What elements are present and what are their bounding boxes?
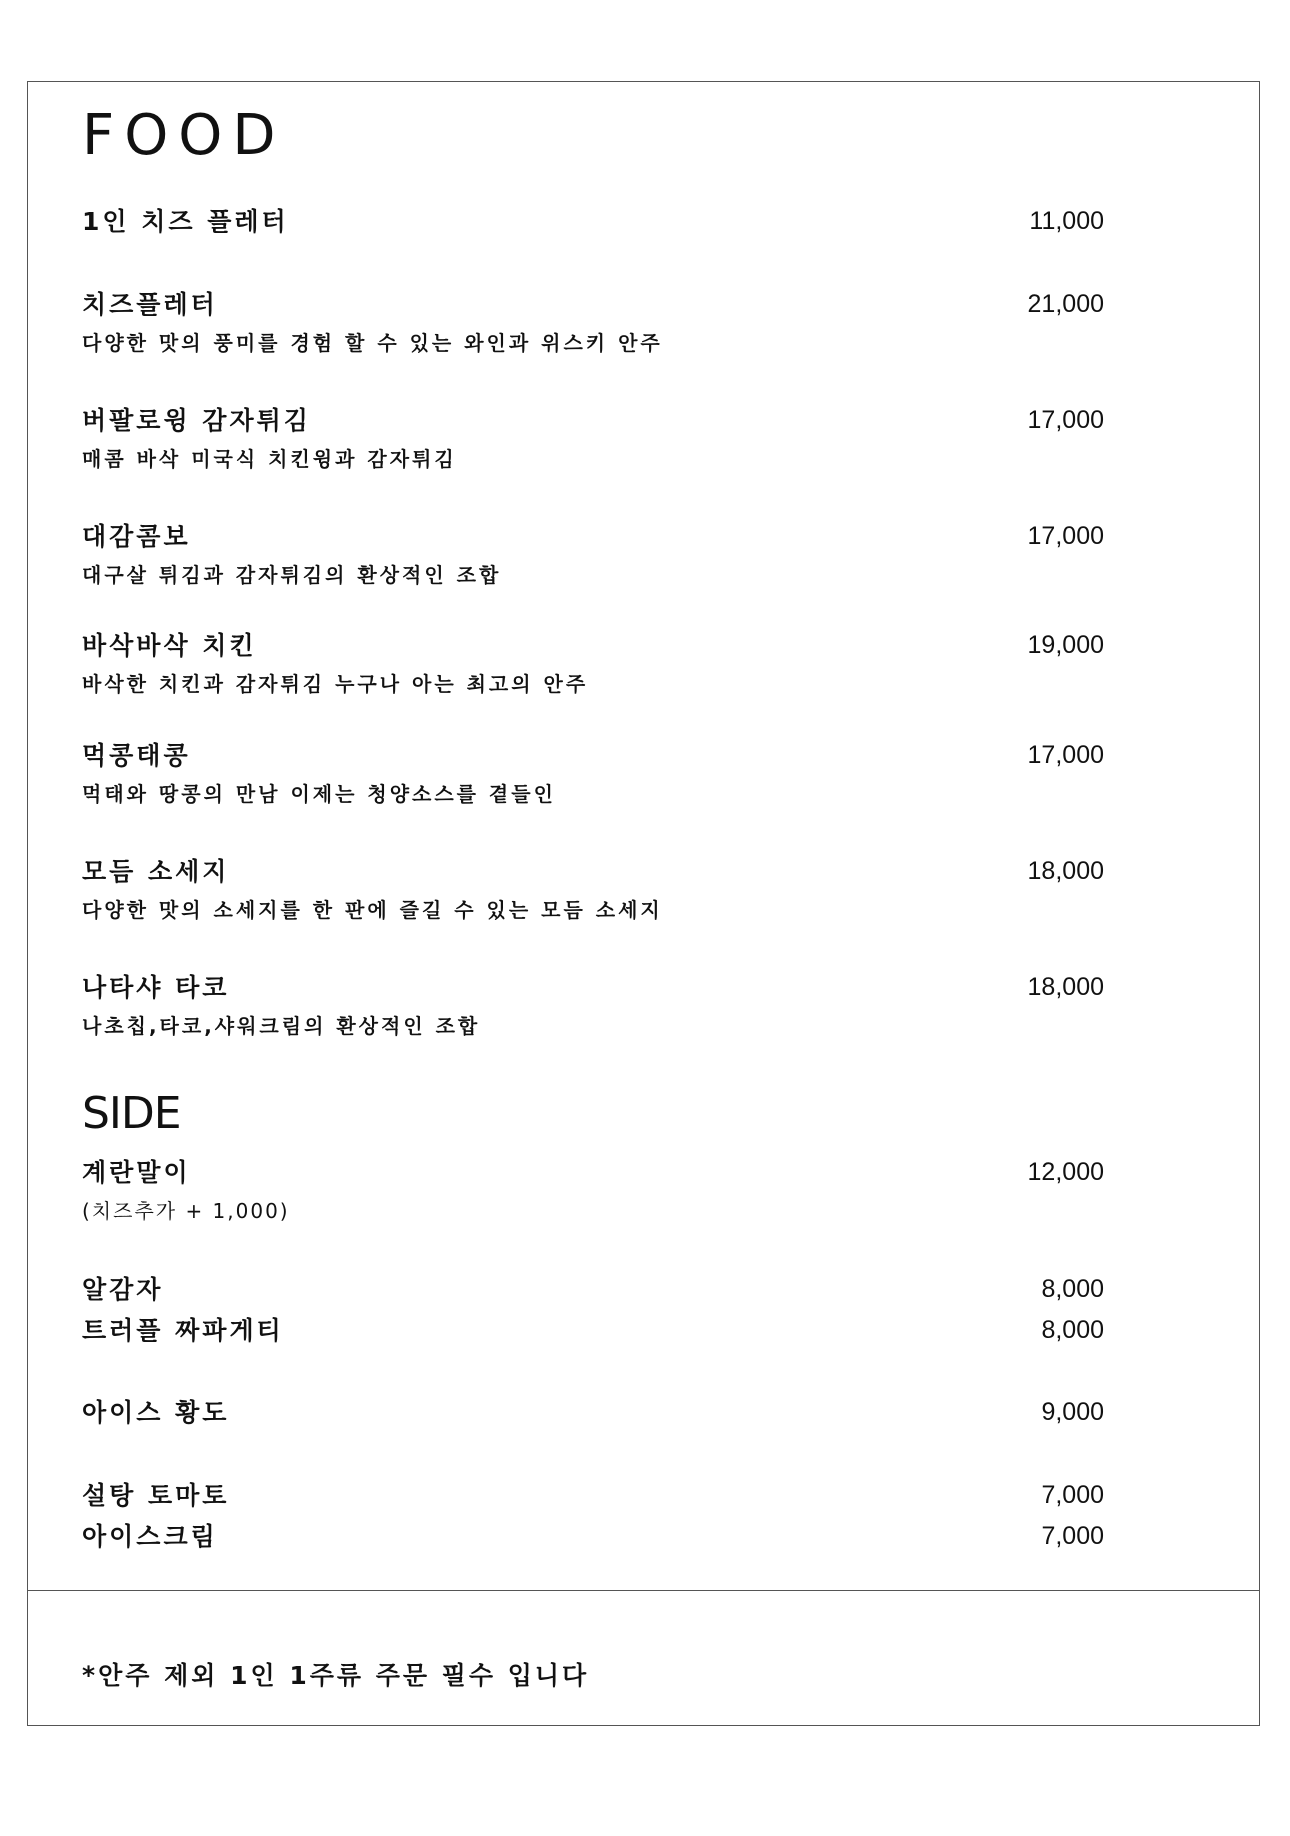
order-notice: *안주 제외 1인 1주류 주문 필수 입니다 bbox=[82, 1661, 590, 1690]
menu-item-description: 나초칩,타코,샤워크림의 환상적인 조합 bbox=[82, 1014, 481, 1038]
menu-item-name: 버팔로윙 감자튀김 bbox=[82, 406, 311, 435]
menu-item-price: 17,000 bbox=[1027, 741, 1104, 769]
menu-item-description: 다양한 맛의 소세지를 한 판에 즐길 수 있는 모듬 소세지 bbox=[82, 898, 663, 922]
menu-item-name: 1인 치즈 플레터 bbox=[82, 207, 289, 236]
menu-item-price: 18,000 bbox=[1027, 973, 1104, 1001]
menu-item-price: 11,000 bbox=[1029, 207, 1104, 235]
menu-item-price: 18,000 bbox=[1027, 857, 1104, 885]
menu-item-name: 설탕 토마토 bbox=[82, 1481, 230, 1510]
menu-item-price: 8,000 bbox=[1041, 1275, 1104, 1303]
menu-item-price: 8,000 bbox=[1041, 1316, 1104, 1344]
footer-divider bbox=[27, 1590, 1260, 1591]
menu-item-price: 7,000 bbox=[1041, 1481, 1104, 1509]
menu-item-name: 치즈플레터 bbox=[82, 290, 218, 319]
menu-item-name: 바삭바삭 치킨 bbox=[82, 631, 257, 660]
menu-item-description: 대구살 튀김과 감자튀김의 환상적인 조합 bbox=[82, 563, 502, 587]
menu-item-note: (치즈추가 + 1,000) bbox=[82, 1199, 290, 1223]
menu-item-price: 17,000 bbox=[1027, 522, 1104, 550]
menu-item-price: 12,000 bbox=[1027, 1158, 1104, 1186]
menu-item-name: 모듬 소세지 bbox=[82, 857, 230, 886]
menu-item-name: 먹콩태콩 bbox=[82, 741, 191, 770]
menu-item-description: 먹태와 땅콩의 만남 이제는 청양소스를 곁들인 bbox=[82, 782, 556, 806]
side-section-title: SIDE bbox=[82, 1088, 181, 1139]
menu-item-price: 7,000 bbox=[1041, 1522, 1104, 1550]
menu-item-name: 트러플 짜파게티 bbox=[82, 1316, 284, 1345]
menu-item-name: 아이스크림 bbox=[82, 1522, 218, 1551]
menu-item-price: 19,000 bbox=[1027, 631, 1104, 659]
food-section-title: FOOD bbox=[82, 103, 286, 168]
menu-item-name: 알감자 bbox=[82, 1275, 164, 1304]
menu-item-price: 17,000 bbox=[1027, 406, 1104, 434]
menu-item-price: 9,000 bbox=[1041, 1398, 1104, 1426]
menu-item-description: 바삭한 치킨과 감자튀김 누구나 아는 최고의 안주 bbox=[82, 672, 589, 696]
menu-item-name: 대감콤보 bbox=[82, 522, 191, 551]
menu-item-description: 다양한 맛의 풍미를 경험 할 수 있는 와인과 위스키 안주 bbox=[82, 331, 663, 355]
menu-item-price: 21,000 bbox=[1027, 290, 1104, 318]
menu-item-description: 매콤 바삭 미국식 치킨윙과 감자튀김 bbox=[82, 447, 457, 471]
menu-item-name: 계란말이 bbox=[82, 1158, 191, 1187]
menu-item-name: 나타샤 타코 bbox=[82, 973, 230, 1002]
menu-item-name: 아이스 황도 bbox=[82, 1398, 230, 1427]
